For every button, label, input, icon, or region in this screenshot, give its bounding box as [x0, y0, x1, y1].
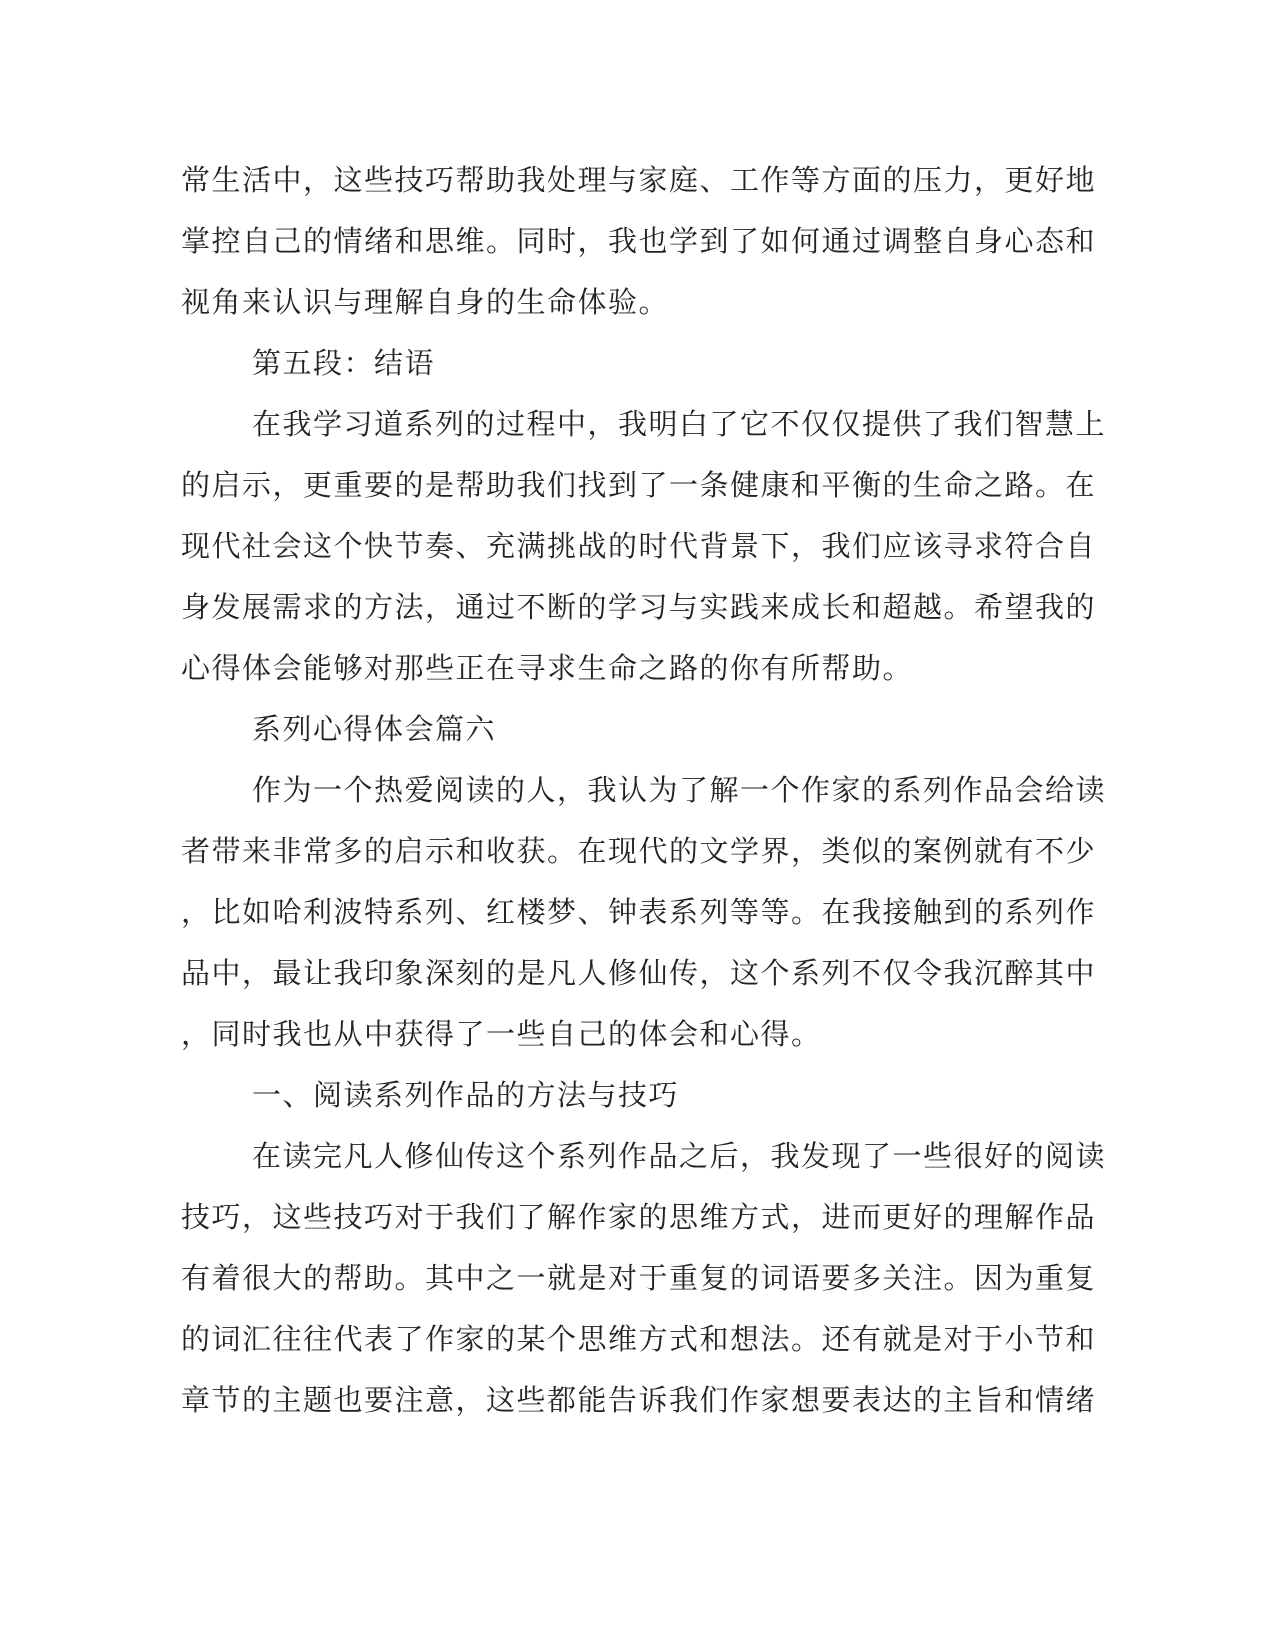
text-line: 的启示，更重要的是帮助我们找到了一条健康和平衡的生命之路。在 [181, 468, 1097, 502]
text-line: 掌控自己的情绪和思维。同时，我也学到了如何通过调整自身心态和 [181, 224, 1097, 258]
text-line: 视角来认识与理解自身的生命体验。 [181, 285, 670, 319]
section-heading: 一、阅读系列作品的方法与技巧 [252, 1078, 680, 1112]
text-line: 有着很大的帮助。其中之一就是对于重复的词语要多关注。因为重复 [181, 1261, 1097, 1295]
text-line: 品中，最让我印象深刻的是凡人修仙传，这个系列不仅令我沉醉其中 [181, 956, 1097, 990]
text-line: 常生活中，这些技巧帮助我处理与家庭、工作等方面的压力，更好地 [181, 163, 1097, 197]
text-line: 技巧，这些技巧对于我们了解作家的思维方式，进而更好的理解作品 [181, 1200, 1097, 1234]
text-line: ，同时我也从中获得了一些自己的体会和心得。 [181, 1017, 822, 1051]
section-heading: 系列心得体会篇六 [252, 712, 497, 746]
section-heading: 第五段：结语 [252, 346, 436, 380]
text-line: 作为一个热爱阅读的人，我认为了解一个作家的系列作品会给读 [252, 773, 1107, 807]
text-line: 在我学习道系列的过程中，我明白了它不仅仅提供了我们智慧上 [252, 407, 1107, 441]
text-line: 身发展需求的方法，通过不断的学习与实践来成长和超越。希望我的 [181, 590, 1097, 624]
text-line: 心得体会能够对那些正在寻求生命之路的你有所帮助。 [181, 651, 914, 685]
text-line: 的词汇往往代表了作家的某个思维方式和想法。还有就是对于小节和 [181, 1322, 1097, 1356]
text-line: 现代社会这个快节奏、充满挑战的时代背景下，我们应该寻求符合自 [181, 529, 1097, 563]
text-line: 章节的主题也要注意，这些都能告诉我们作家想要表达的主旨和情绪 [181, 1383, 1097, 1417]
text-line: ，比如哈利波特系列、红楼梦、钟表系列等等。在我接触到的系列作 [181, 895, 1097, 929]
text-line: 在读完凡人修仙传这个系列作品之后，我发现了一些很好的阅读 [252, 1139, 1107, 1173]
text-line: 者带来非常多的启示和收获。在现代的文学界，类似的案例就有不少 [181, 834, 1097, 868]
